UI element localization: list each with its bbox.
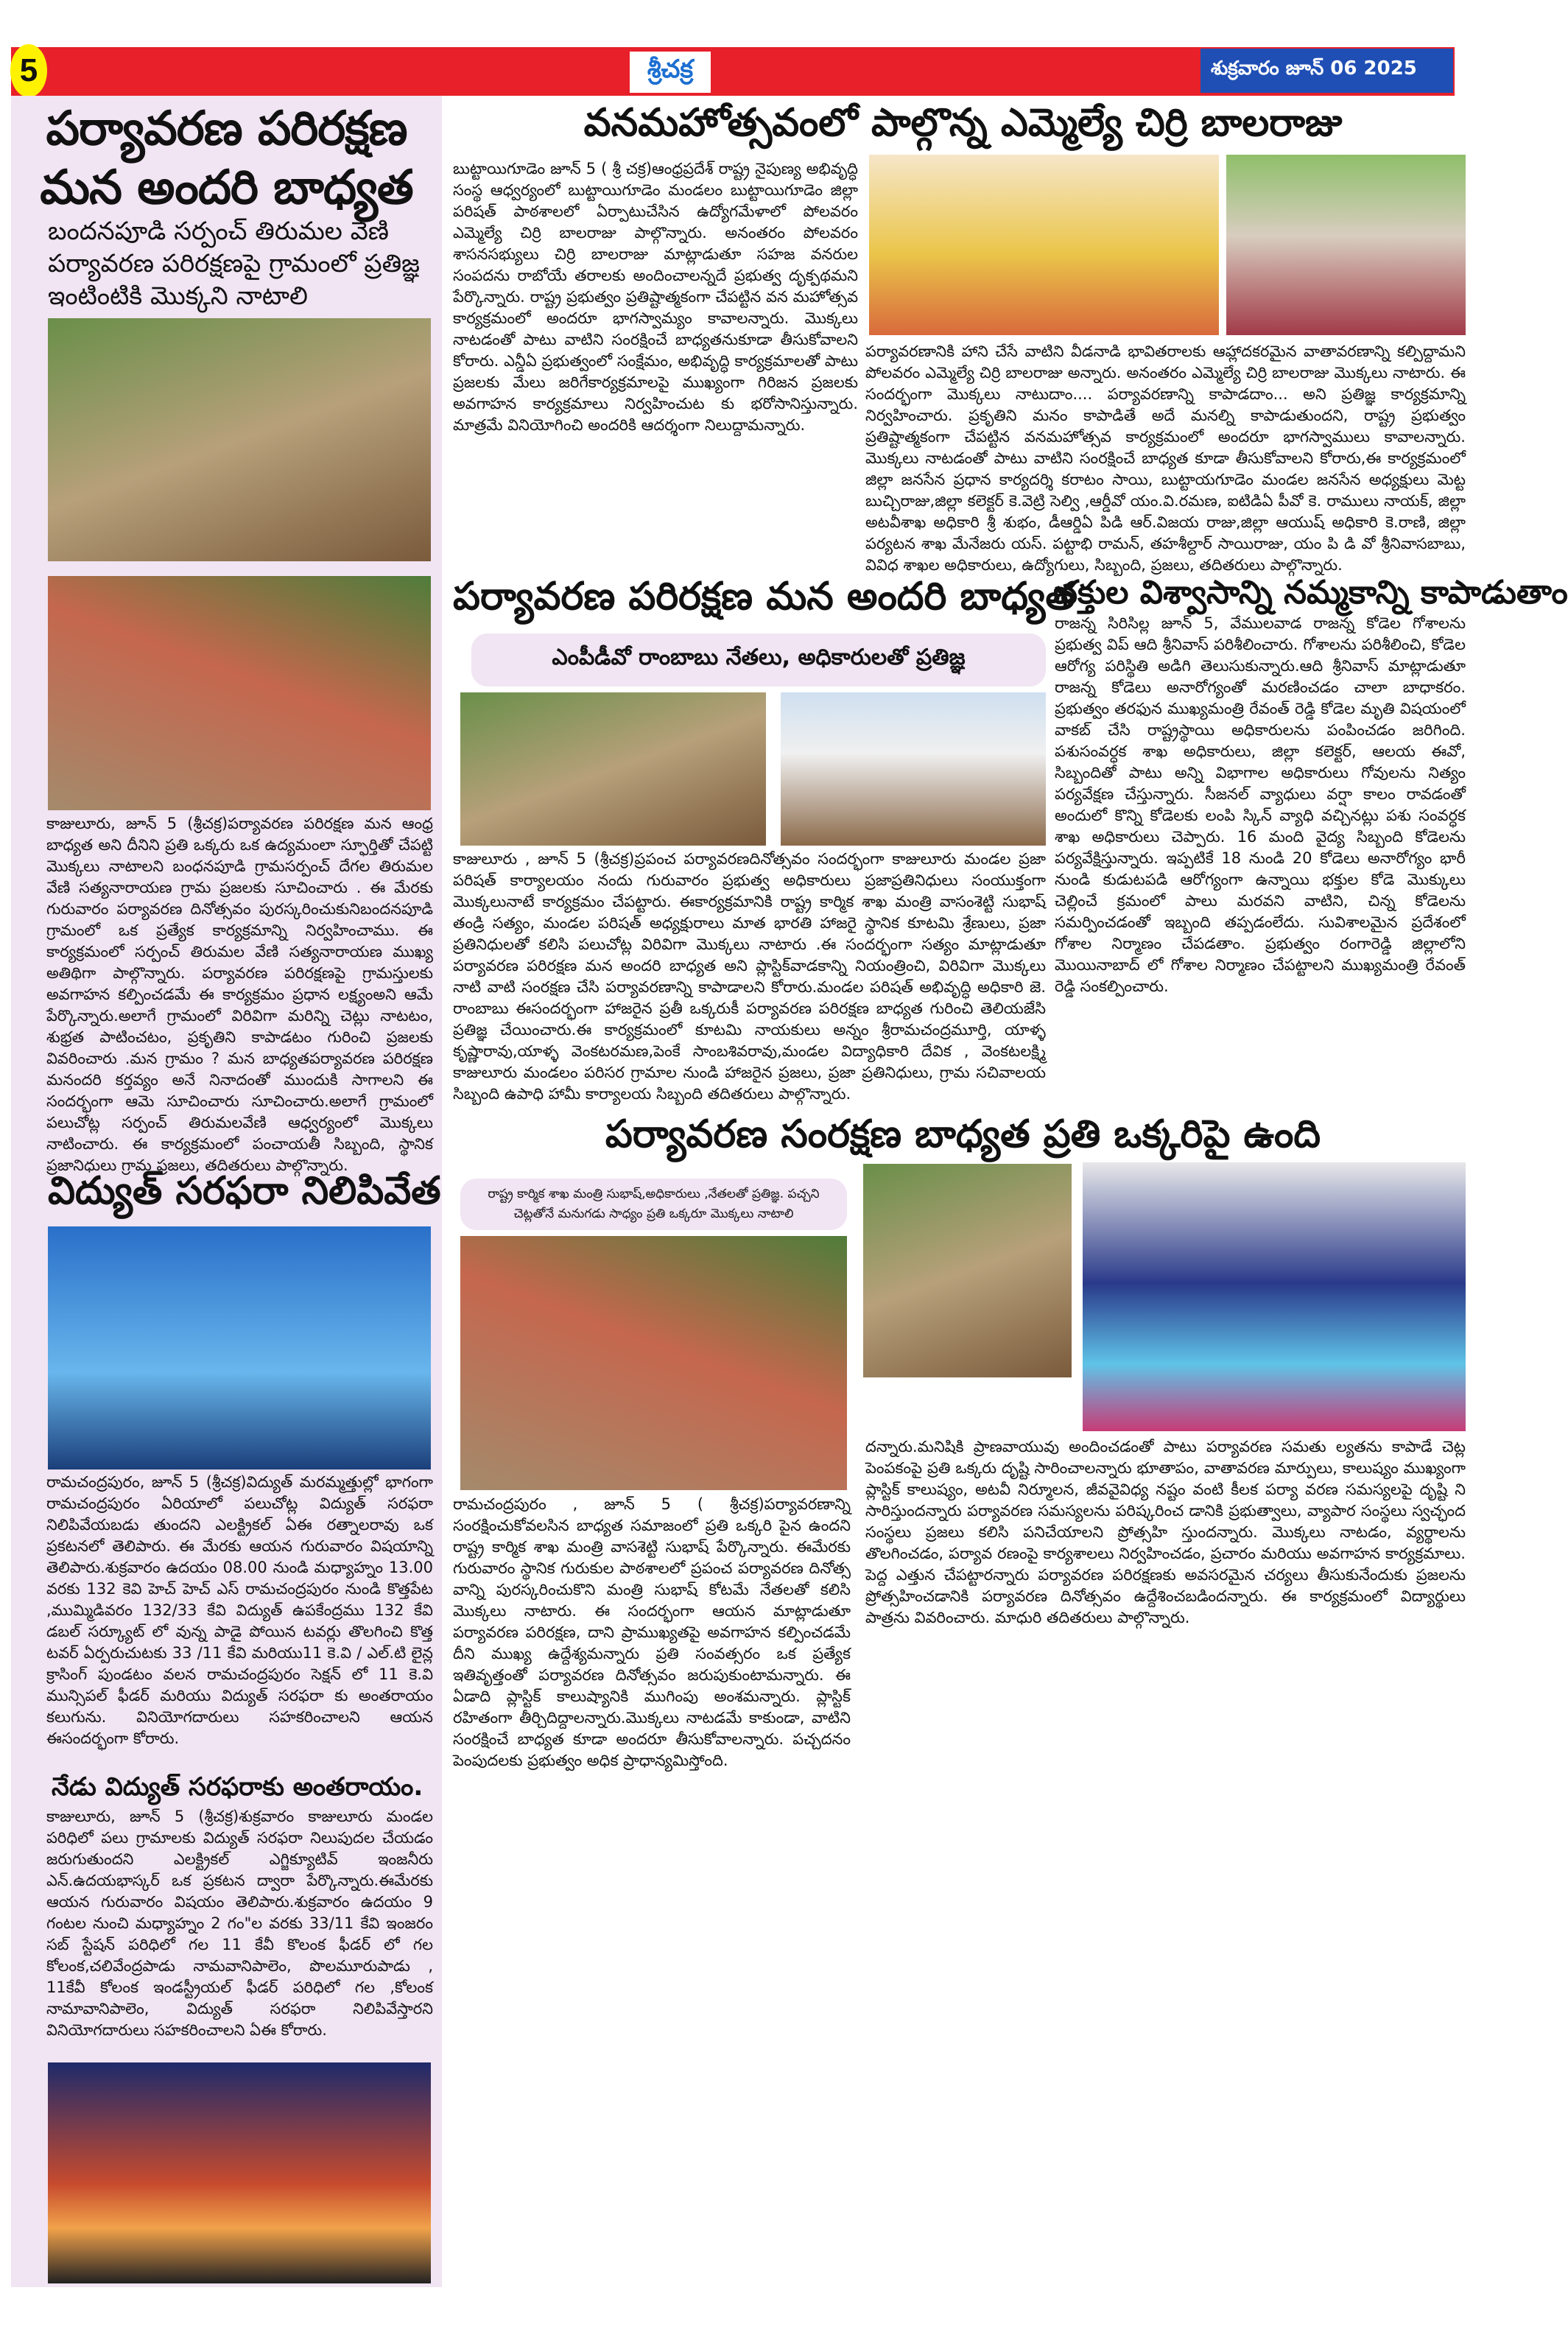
sarpanch-planting-photo [48,318,431,561]
top-story-headline: వనమహోత్సవంలో పాల్గొన్న ఎమ్మెల్యే చిర్రి బాలరాజు [583,101,1343,145]
bottom-story-caption: రాష్ట్ర కార్మిక శాఖ మంత్రి సుభాష్,అధికారులు ,నేతలతో ప్రతిజ్ఞ. పచ్చని చెట్లతోనే మనుగడు సాధ్యం ప్రతి ఒక్కరూ మొక్కలు నాటాలి [460,1179,847,1230]
story3-body: కాజులూరు, జూన్ 5 (శ్రీచక్ర)శుక్రవారం కాజులూరు మండల పరిధిలో పలు గ్రామాలకు విద్యుత్ సరఫరా నిలుపుదల చేయడం జరుగుతుందని ఎలక్ట్రికల్ ఎగ్జిక్యూటివ్ ఇంజనీరు ఎన్.ఉదయభాస్కర్ ఒక ప్రకటన ద్వారా పేర్కొన్నారు.ఈమేరకు ఆయన గురువారం విషయం తెలిపారు.శుక్రవారం ఉదయం 9 గంటల నుంచి మధ్యాహ్నం 2 గం"ల వరకు 33/11 కేవి ఇంజరం సబ్ స్టేషన్ పరిధిలో గల 11 కేవీ కొలంక ఫీడర్ లో గల కోలంక,చలివేంద్రపాడు నామవానిపాలెం, పొలమూరుపాడు , 11కేవీ కోలంక ఇండస్ట్రీయల్ ఫీడర్ పరిధిలో గల ,కోలంక నామావానిపాలెం, విద్యుత్ సరఫరా నిలిపివేస్తారని వినియోగదారులు సహకరించాలని ఏఈ కోరారు. [46,1808,433,2039]
minister-pledge-photo [460,1236,847,1490]
right-story-body: రాజన్న సిరిసిల్ల జూన్ 5, వేములవాడ రాజన్న కోడెల గోశాలను ప్రభుత్వ విప్ ఆది శ్రీనివాస్ పరిశీలించారు. గోశాలను పరిశీలించి, కోడెల ఆరోగ్య పరిస్థితి అడిగి తెలుసుకున్నారు.ఆది శ్రీనివాస్ మాట్లాడుతూ రాజన్న కోడెలు అనారోగ్యంతో మరణించడం చాలా బాధాకరం. ప్రభుత్వం తరఫున ముఖ్యమంత్రి రేవంత్ రెడ్డి కోడెల మృతి విషయంలో వాకబ్ చేసి రాష్ట్రస్థాయి అధికారులను పంపించడం జరిగింది. పశుసంవర్ధక శాఖ అధికారులు, జిల్లా కలెక్టర్, ఆలయ ఈవో, సిబ్బందితో పాటు అన్ని విభాగాల అధికారులు గోవులను నిత్యం పర్యవేక్షణ చేస్తున్నారు. సీజనల్ వ్యాధులు వర్షా కాలం రావడంతో అందులో కొన్ని కోడెలకు లంపి స్కిన్ వ్యాధి వచ్చినట్లు పశు సంవర్ధక శాఖ అధికారులు చెప్పారు. 16 మంది వైద్య సిబ్బంది కోడెలను పర్యవేక్షిస్తున్నారు. ఇప్పటికే 18 నుండి 20 కోడెలు అనారోగ్యం భారీ నుండి కుడుటపడి ఆరోగ్యంగా ఉన్నాయి భక్తుల కోడె మొక్కులు చెల్లించే క్రమంలో పాలు మరవని వాటిని, చిన్న కోడెలను సమర్పించడంతో ఇబ్బంది తప్పడంలేదు. సువిశాలమైన ప్రదేశంలో గోశాల నిర్మాణం చేపడతాం. ప్రభుత్వం రంగారెడ్డి జిల్లాలోని మొయినాబాద్ లో గోశాల నిర్మాణం చేపట్టాలని ముఖ్యమంత్రి రేవంత్ రెడ్డి సంకల్పించారు. [1055,614,1466,995]
power-tower-illustration [48,1226,431,1470]
bottom-story-body: రామచంద్రపురం , జూన్ 5 ( శ్రీచక్ర)పర్యావరణాన్ని సంరక్షించుకోవలసిన బాధ్యత సమాజంలో ప్రతి ఒక్కరి పైన ఉందని రాష్ట్ర కార్మిక శాఖ మంత్రి వాసశెట్టి సుభాష్ పేర్కొన్నారు. ఈమేరకు గురువారం స్థానిక గురుకుల పాఠశాలలో ప్రపంచ పర్యావరణ దినోత్స వాన్ని పురస్కరించుకొని మంత్రి సుభాష్ కోటమే నేతలతో కలిసి మొక్కలు నాటారు. ఈ సందర్భంగా ఆయన మాట్లాడుతూ పర్యావరణ పరిరక్షణ, దాని ప్రాముఖ్యతపై అవగాహన కల్పించడమే దీని ముఖ్య ఉద్దేశ్యమన్నారు ప్రతి సంవత్సరం ఒక ప్రత్యేక ఇతివృత్తంతో పర్యావరణ దినోత్సవం జరుపుకుంటామన్నారు. ఈ ఏడాది ప్లాస్టిక్ కాలుష్యానికి ముగింపు అంశమన్నారు. ప్లాస్టిక్ రహితంగా తీర్చిదిద్దాలన్నారు.మొక్కలు నాటడమే కాకుండా, వాటిని సంరక్షించే బాధ్యత కూడా అందరూ తీసుకోవాలన్నారు. పచ్చదనం పెంపుదలకు ప్రభుత్వం అధిక ప్రాధాన్యమిస్తోంది. [453,1495,851,1769]
school-event-stage-photo [1083,1162,1466,1431]
planting-sapling-photo [781,692,1046,846]
mid-story-body: కాజులూరు , జూన్ 5 (శ్రీచక్ర)ప్రపంచ పర్యావరణదినోత్సవం సందర్భంగా కాజులూరు మండల ప్రజా పరిషత్ కార్యాలయం నందు గురువారం ప్రభుత్వ అధికారులు ప్రజాప్రతినిధులు సంయుక్తంగా మొక్కలునాటే కార్యక్రమం చేపట్టారు. ఈకార్యక్రమానికి రాష్ట్ర కార్మిక శాఖ మంత్రి వాసంశెట్టి సుభాష్ తండ్రి సత్యం, మండల పరిషత్ అధ్యక్షురాలు మాత భారతి హాజరై స్థానిక కూటమి శ్రేణులు, ప్రజా ప్రతినిధులతో కలిసి పలుచోట్ల విరివిగా మొక్కలు నాటారు .ఈ సందర్భంగా సత్యం మాట్లాడుతూ పర్యావరణ పరిరక్షణ మన అందరి బాధ్యత అని ప్లాస్టిక్‌వాడకాన్ని నియంత్రించి, విరివిగా మొక్కలు నాటి వాటి సంరక్షణ చేసి పర్యావరణాన్ని కాపాడాలని కోరారు.మండల పరిషత్ అభివృద్ధి అధికారి జె. రాంబాబు ఈసందర్భంగా హాజరైన ప్రతీ ఒక్కరుకీ పర్యావరణ పరిరక్షణ బాధ్యత గురించి తెలియజేసి ప్రతిజ్ఞ చేయించారు.ఈ కార్యక్రమంలో కూటమి నాయకులు అన్నం శ్రీరామచంద్రమూర్తి, యాళ్ళ కృష్ణారావు,యాళ్ళ వెంకటరమణ,పెంకే సాంబశివరావు,మండల విద్యాధికారి దేవిక , వెంకటలక్ష్మి కాజులూరు మండలం పరిసర గ్రామాల నుండి హాజరైన ప్రజలు, ప్రజా ప్రతినిధులు, గ్రామ సచివాలయ సిబ్బంది ఉపాధి హామీ కార్యాలయ సిబ్బంది తదితరులు పాల్గొన్నారు. [453,850,1046,1103]
page-number: 5 [10,44,47,97]
environment-day-rally-photo [1226,155,1466,335]
villagers-planting-photo [48,576,431,810]
issue-date: శుక్రవారం జూన్ 06 2025 [1200,49,1453,93]
story3-headline: నేడు విద్యుత్ సరఫరాకు అంతరాయం. [52,1772,423,1802]
mid-story-headline: పర్యావరణ పరిరక్షణ మన అందరి బాధ్యత [453,575,1075,619]
bottom-story-headline: పర్యావరణ సంరక్షణ బాధ్యత ప్రతి ఒక్కరిపై ఉంది [605,1112,1321,1156]
story1-headline-line1: పర్యావరణ పరిరక్షణ [46,102,407,156]
story1-headline-line2: మన అందరి బాధ్యత [40,161,413,215]
right-story-headline: భక్తుల విశ్వాసాన్ని నమ్మకాన్ని కాపాడుతాం [1053,574,1568,611]
tree-planting-photo [863,1164,1072,1377]
story2-headline: విద్యుత్ సరఫరా నిలిపివేత [48,1169,441,1213]
story2-body: రామచంద్రపురం, జూన్ 5 (శ్రీచక్ర)విద్యుత్ మరమ్మత్తుల్లో భాగంగా రామచంద్రపురం ఏరియాలో పలుచోట్ల విద్యుత్ సరఫరా నిలిపివేయబడు తుందని ఎలక్ట్రికల్ ఏఈ రత్నాలరావు ఒక ప్రకటనలో తెలిపారు. ఈ మేరకు ఆయన గురువారం విషయాన్ని తెలిపారు.శుక్రవారం ఉదయం 08.00 నుండి మధ్యాహ్నం 13.00 వరకు 132 కెవి హెచ్ హెచ్ ఎస్ రామచంద్రపురం నుండి కొత్తపేట ,ముమ్మిడివరం 132/33 కేవి విద్యుత్ ఉపకేంద్రము 132 కేవి డబల్ సర్క్యూట్ లో వున్న పాడై పోయిన టవర్లు తొలగించి కొత్త టవర్ ఏర్పరుచుటకు 33 /11 కేవి మరియు11 కె.వి / ఎల్.టి లైన్ల క్రాసింగ్ పుండటం వలన రామచంద్రపురం సెక్షన్ లో 11 కె.వి మున్సిపల్ ఫీడర్ మరియు విద్యుత్ సరఫరా కు అంతరాయం కలుగును. వినియోగదారులు సహకరించాలని ఆయన ఈసందర్భంగా కోరారు. [46,1473,433,1747]
story1-body: కాజులూరు, జూన్ 5 (శ్రీచక్ర)పర్యావరణ పరిరక్షణ మన ఆంధ్ర బాధ్యత అని దీనిని ప్రతి ఒక్కరు ఒక ఉద్యమంలా స్ఫూర్తితో చేపట్టి మొక్కలు నాటాలని బంధనపూడి గ్రామసర్పంచ్ దేగల తిరుమల వేణి సత్యనారాయణ గ్రామ ప్రజలకు సూచించారు . ఈ మేరకు గురువారం పర్యావరణ దినోత్సవం పురస్కరించుకునిబందనపూడి గ్రామంలో ఒక ప్రత్యేక కార్యక్రమాన్ని నిర్వహించాము. ఈ కార్యక్రమంలో సర్పంచ్ తిరుమల వేణి సత్యనారాయణ ముఖ్య అతిథిగా పాల్గొన్నారు. పర్యావరణ పరిరక్షణపై గ్రామస్తులకు అవగాహన కల్పించడమే ఈ కార్యక్రమం ప్రధాన లక్ష్యంఅని ఆమే పేర్కొన్నారు.అలాగే గ్రామంలో విరివిగా మరిన్ని చెట్లు నాటటం, శుభ్రత పాటించటం, ప్రకృతిని కాపాడటం గురించి ప్రజలకు వివరించారు .మన గ్రామం ? మన బాధ్యతపర్యావరణ పరిరక్షణ మనందరి కర్తవ్యం అనే నినాదంతో ముందుకి సాగాలని ఈ సందర్భంగా ఆమె సూచించారు సూచించారు.అలాగే గ్రామంలో పలుచోట్ల సర్పంచ్ తిరుమలవేణి ఆధ్వర్యంలో మొక్కలు నాటించారు. ఈ కార్యక్రమంలో పంచాయతీ సిబ్బంది, స్థానిక ప్రజానిధులు గ్రామ ప్రజలు, తదితరులు పాల్గొన్నారు. [46,815,433,1174]
bottom-story-continuation: దన్నారు.మనిషికి ప్రాణవాయువు అందించడంతో పాటు పర్యావరణ సమతు ల్యతను కాపాడే చెట్ల పెంపకంపై ప్రతి ఒక్కరు దృష్టి సారించాలన్నారు భూతాపం, వాతావరణ మార్పులు, కాలుష్యం ముఖ్యంగా ప్లాస్టిక్ కాలుష్యం, అటవీ నిర్మూలన, జీవవైవిధ్య నష్టం వంటి కీలక పర్యా వరణ సమస్యలపై దృష్టి ని సారిస్తుందన్నారు పర్యావరణ సమస్యలను పరిష్కరించ డానికి ప్రభుత్వాలు, వ్యాపార సంస్థలు స్వచ్ఛంద సంస్థలు ప్రజలు కలిసి పనిచేయాలని ప్రోత్సహి స్తుందన్నారు. మొక్కలు నాటడం, వ్యర్థాలను తొలగించడం, పర్యావ రణంపై కార్యశాలలు నిర్వహించడం, ప్రచారం మరియు అవగాహన కార్యక్రమాలు. పెద్ద ఎత్తున చేపట్టారన్నారు పర్యావరణ పరిరక్షణకు అవసరమైన చర్యలు తీసుకునేందుకు ప్రజలను ప్రోత్సహించడానికి పర్యావరణ దినోత్సవం ఉద్దేశించబడిందన్నారు. ఈ కార్యక్రమంలో విద్యార్థులు పాత్రను వివరించారు. మాధురి తదితరులు పాల్గొన్నారు. [865,1438,1466,1626]
transmission-towers-photo [48,2062,431,2283]
mid-story-subhead: ఎంపీడీవో రాంబాబు నేతలు, అధికారులతో ప్రతిజ్ఞ [471,633,1046,687]
job-mela-stage-photo [869,155,1219,335]
pledge-officials-photo [460,692,766,846]
newspaper-logo: శ్రీచక్ర [630,52,711,93]
story1-subhead: బందనపూడి సర్పంచ్ తిరుమల వేణి పర్యావరణ పరిరక్షణపై గ్రామంలో ప్రతిజ్ఞ ఇంటింటికి మొక్కని నాటాలి [48,217,421,311]
top-story-body: బుట్టాయిగూడెం జూన్ 5 ( శ్రీ చక్ర)ఆంధ్రప్రదేశ్ రాష్ట్ర నైపుణ్య అభివృద్ధి సంస్థ ఆధ్వర్యంలో బుట్టాయిగూడెం మండలం బుట్టాయిగూడెం జిల్లా పరిషత్ పాఠశాలలో ఏర్పాటుచేసిన ఉద్యోగమేళాలో పోలవరం ఎమ్మెల్యే చిర్రి బాలరాజు పాల్గొన్నారు. అనంతరం పోలవరం శాసనసభ్యులు చిర్రి బాలరాజు మాట్లాడుతూ సహజ వనరుల సంపదను రాబోయే తరాలకు అందించాలన్నదే ప్రభుత్వ దృక్పథమని పేర్కొన్నారు. రాష్ట్ర ప్రభుత్వం ప్రతిష్టాత్మకంగా చేపట్టిన వన మహోత్సవ కార్యక్రమంలో అందరూ భాగస్వామ్యం కావాలన్నారు. మొక్కలు నాటడంతో పాటు వాటిని సంరక్షించే బాధ్యతనుకూడా తీసుకోవాలని కోరారు. ఎన్డీఏ ప్రభుత్వంలో సంక్షేమం, అభివృద్ధి కార్యక్రమాలతో పాటు ప్రజలకు మేలు జరిగేకార్యక్రమాలపై ముఖ్యంగా గిరిజన ప్రజలకు అవగాహన కార్యక్రమాలు నిర్వహించుట కు భరోసానిస్తున్నారు. మాత్రమే వినియోగించి అందరికి ఆదర్శంగా నిలుద్దామన్నారు. [453,160,858,434]
top-story-continuation: పర్యావరణానికి హాని చేసే వాటిని వీడనాడి భావితరాలకు ఆహ్లాదకరమైన వాతావరణాన్ని కల్పిద్దామని పోలవరం ఎమ్మెల్యే చిర్రి బాలరాజు అన్నారు. అనంతరం ఎమ్మెల్యే చిర్రి బాలరాజు మొక్కలు నాటారు. ఈ సందర్భంగా మొక్కలు నాటుదాం.... పర్యావరణాన్ని కాపాడదాం... అని ప్రతిజ్ఞ కార్యక్రమాన్ని నిర్వహించారు. ప్రకృతిని మనం కాపాడితే అదే మనల్ని కాపాడుతుందని, రాష్ట్ర ప్రభుత్వం ప్రతిష్టాత్మకంగా చేపట్టిన వనమహోత్సవ కార్యక్రమంలో అందరూ భాగస్వాములు కావాలన్నారు. మొక్కలు నాటడంతో పాటు వాటిని సంరక్షించే బాధ్యత కూడా తీసుకోవాలని కోరారు,ఈ కార్యక్రమంలో జిల్లా జనసేన ప్రధాన కార్యదర్శి కరాటం సాయి, బుట్టాయగూడెం మండల జనసేన అధ్యక్షులు మెట్ట బుచ్చిరాజు,జిల్లా కలెక్టర్ కె.వెట్రి సెల్వి ,ఆర్డీవో యం.వి.రమణ, ఐటిడిఏ పీవో కె. రాములు నాయక్, జిల్లా అటవీశాఖ అధికారి శ్రీ శుభం, డీఆర్డిఏ పిడి ఆర్.విజయ రాజు,జిల్లా ఆయుష్ అధికారి కె.రాణి, జిల్లా పర్యటన శాఖ మేనేజరు యస్. పట్టాభి రామన్, తహశీల్దార్ సాయిరాజు, యం పి డి వో శ్రీనివాసబాబు, వివిధ శాఖల అధికారులు, ఉద్యోగులు, సిబ్బంది, ప్రజలు, తదితరులు పాల్గొన్నారు. [865,343,1466,574]
story1-headline [18,99,435,217]
